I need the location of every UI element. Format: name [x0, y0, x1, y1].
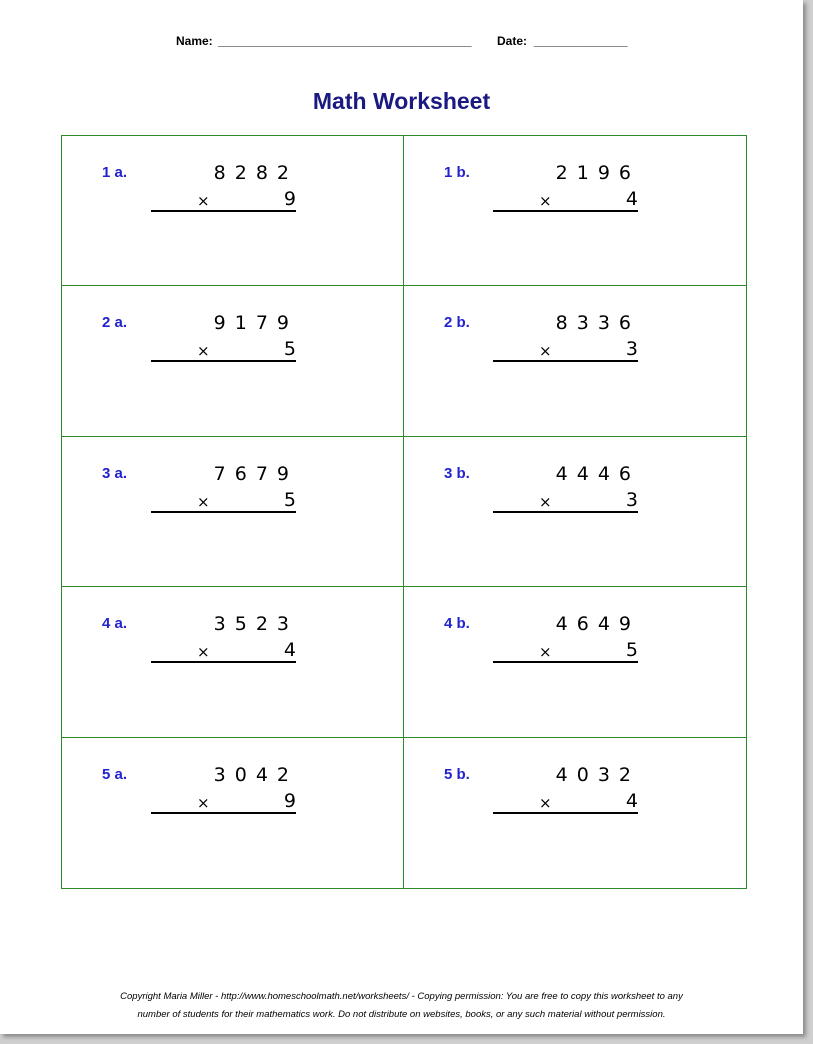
problem-top-number: 7679: [213, 462, 298, 485]
problem-top-number: 3042: [213, 763, 298, 786]
answer-line: [151, 812, 296, 814]
problem-label: 4 a.: [102, 615, 128, 633]
answer-line: [151, 360, 296, 362]
problem-label: 2 b.: [444, 314, 470, 332]
multiply-sign: ×: [197, 342, 210, 361]
name-label: Name:: [176, 34, 213, 48]
problem-top-number: 4032: [555, 763, 640, 786]
problem-multiplier: 4: [625, 188, 638, 210]
multiply-sign: ×: [539, 793, 552, 812]
problem-label: 2 a.: [102, 314, 128, 332]
multiply-sign: ×: [197, 192, 210, 210]
problem-top-number: 8336: [555, 312, 640, 335]
date-label: Date:: [497, 34, 528, 48]
problem-cell: [404, 286, 746, 436]
problem-top-number: 2196: [555, 162, 640, 184]
problem-multiplier: 5: [283, 338, 296, 361]
problem-top-number: 4649: [555, 613, 640, 636]
problem-label: 3 a.: [102, 464, 128, 482]
multiply-sign: ×: [197, 793, 210, 812]
answer-line: [493, 812, 638, 814]
multiply-sign: ×: [539, 643, 552, 662]
answer-line: [493, 210, 638, 212]
answer-line: [493, 511, 638, 513]
answer-line: [151, 210, 296, 212]
answer-line: [493, 360, 638, 362]
problem-multiplier: 4: [625, 789, 638, 812]
multiply-sign: ×: [197, 643, 210, 662]
multiply-sign: ×: [539, 192, 552, 210]
problem-multiplier: 4: [283, 639, 296, 662]
problem-cell: [62, 286, 404, 436]
copyright-line-1: Copyright Maria Miller - http://www.homeschoolmath.net/worksheets/ - Copying permission: You are free to copy this worksheet to any: [120, 991, 683, 1002]
problem-cell: [62, 437, 404, 587]
problem-cell: [404, 738, 746, 888]
problem-cell: [62, 738, 404, 888]
problem-top-number: 4446: [555, 462, 640, 485]
copyright-line-2: number of students for their mathematics work. Do not distribute on websites, books, or any such material without permission.: [137, 1009, 666, 1020]
problem-multiplier: 5: [625, 639, 638, 662]
problem-cell: [62, 136, 404, 286]
problem-multiplier: 3: [625, 488, 638, 511]
problem-cell: [404, 587, 746, 737]
problem-cell: [404, 437, 746, 587]
problem-label: 5 b.: [444, 765, 470, 783]
multiply-sign: ×: [539, 492, 552, 511]
name-blank: ______________________________________: [218, 34, 472, 48]
problem-top-number: 3523: [213, 613, 298, 636]
problem-label: 4 b.: [444, 615, 470, 633]
problem-multiplier: 9: [283, 188, 296, 210]
date-blank: ______________: [534, 34, 628, 48]
problem-multiplier: 9: [283, 789, 296, 812]
problem-cell: [404, 136, 746, 286]
problem-multiplier: 5: [283, 488, 296, 511]
answer-line: [151, 661, 296, 663]
answer-line: [493, 661, 638, 663]
problem-label: 5 a.: [102, 765, 128, 783]
problem-label: 1 b.: [444, 164, 470, 181]
multiply-sign: ×: [197, 492, 210, 511]
problem-label: 1 a.: [102, 164, 128, 181]
page-title: Math Worksheet: [312, 88, 491, 114]
problem-top-number: 8282: [213, 162, 298, 184]
problem-cell: [62, 587, 404, 737]
multiply-sign: ×: [539, 342, 552, 361]
answer-line: [151, 511, 296, 513]
problem-top-number: 9179: [213, 312, 298, 335]
problem-grid: [61, 135, 747, 889]
problem-multiplier: 3: [625, 338, 638, 361]
problem-label: 3 b.: [444, 464, 470, 482]
